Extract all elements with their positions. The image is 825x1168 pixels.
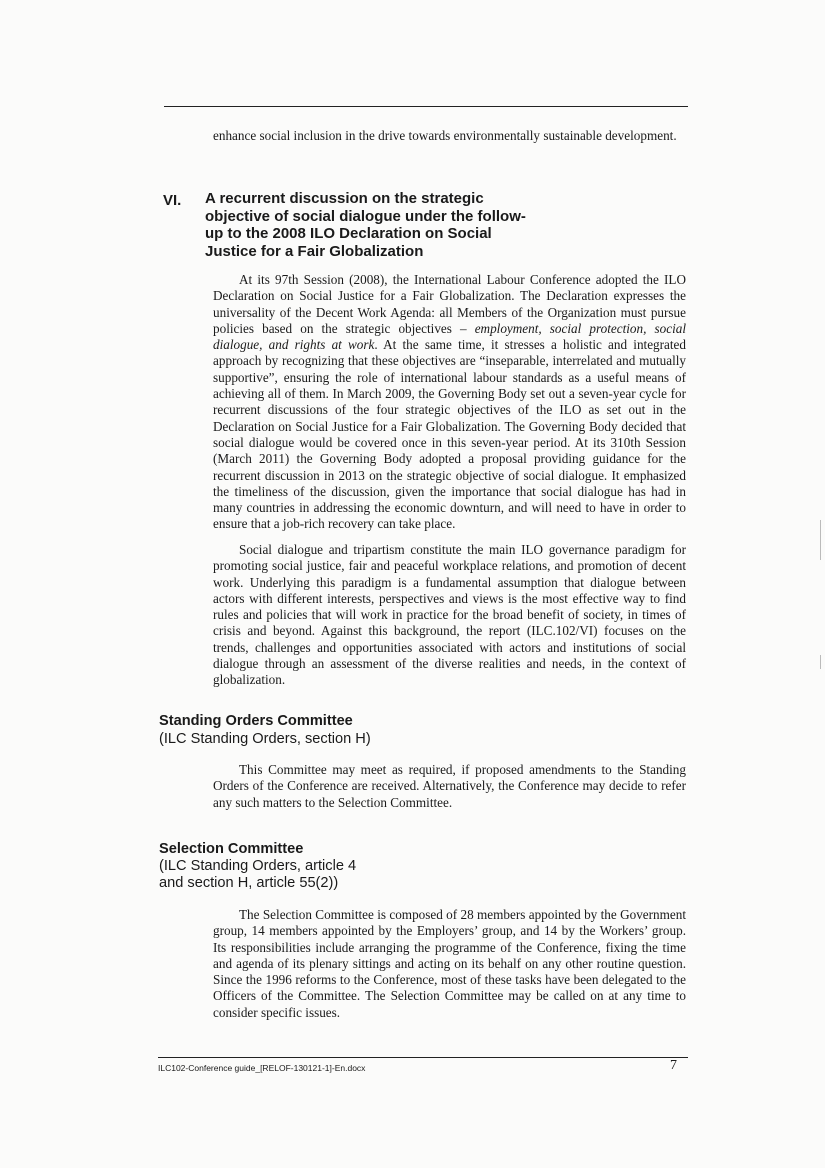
selection-subheading-line-1: (ILC Standing Orders, article 4 xyxy=(159,858,357,874)
selection-subheading-line-2: and section H, article 55(2)) xyxy=(159,875,339,891)
standing-orders-paragraph: This Committee may meet as required, if proposed amendments to the Standing Orders of the Conference are received. Alternatively, the Conference may decide to refer any such matters to the Selection Committee. xyxy=(213,762,686,810)
paragraph-1-end: . At the same time, it stresses a holistic and integrated approach by recognizing that these objectives are “inseparable, interrelated and mutually supportive”, ensuring the role of international labour standards as a useful means of achieving all of them. In March 2009, the Governing Body set out a seven-year cycle for recurrent discussions of the four strategic objectives of the ILO as set out in the Declaration on Social Justice for a Fair Globalization. The Governing Body decided that social dialogue would be covered once in this seven-year period. At its 310th Session (March 2011) the Governing Body adopted a proposal providing guidance for the recurrent discussion in 2013 on the strategic objective of social dialogue. It emphasized the timeliness of the discussion, given the importance that social dialogue has had in many countries in addressing the economic downturn, and will need to have in order to ensure that a job-rich recovery can take place. xyxy=(213,337,687,532)
scan-edge-mark xyxy=(820,520,821,560)
intro-continuation-paragraph: enhance social inclusion in the drive towards environmentally sustainable development. xyxy=(213,128,677,143)
paragraph-1-start: At its 97th Session (2008), the International Labour Conference adopted the ILO Declaration on Social Justice for a Fair Globalization. The Declaration expresses the universality of the Decent Work Agenda: all Members of the Organization must pursue policies based on the strategic objectives – xyxy=(213,272,686,336)
page-number: 7 xyxy=(670,1058,677,1073)
scan-edge-mark xyxy=(820,655,821,669)
selection-committee-heading: Selection Committee xyxy=(159,841,304,857)
footer-document-reference: ILC102-Conference guide_[RELOF-130121-1]-En.docx xyxy=(158,1063,366,1073)
header-rule xyxy=(164,106,688,107)
selection-committee-subheading xyxy=(159,858,579,892)
standing-orders-heading: Standing Orders Committee xyxy=(159,713,353,729)
standing-orders-subheading: (ILC Standing Orders, section H) xyxy=(159,731,371,747)
section-paragraph-1 xyxy=(213,272,686,533)
section-paragraph-2: Social dialogue and tripartism constitute the main ILO governance paradigm for promoting social justice, fair and peaceful workplace relations, and promotion of decent work. Underlying this paradigm is a fundamental assumption that dialogue between actors with different interests, perspectives and views is the most effective way to find rules and policies that will work in practice for the broad benefit of society, in times of crisis and beyond. Against this background, the report (ILC.102/VI) focuses on the trends, challenges and opportunities associated with actors and institutions of social dialogue through an assessment of the diverse realities and needs, in the context of globalization. xyxy=(213,542,686,688)
selection-committee-paragraph: The Selection Committee is composed of 28 members appointed by the Government group, 14 members appointed by the Employers’ group, and 14 by the Workers’ group. Its responsibilities include arranging the programme of the Conference, fixing the time and agenda of its plenary sittings and acting on its behalf on any other routine question. Since the 1996 reforms to the Conference, most of these tasks have been delegated to the Officers of the Committee. The Selection Committee may be called on at any time to consider specific issues. xyxy=(213,907,686,1020)
strategic-objectives-emphasis: employment, social protection, social dialogue, and rights at work xyxy=(213,320,686,353)
section-number: VI. xyxy=(163,192,182,209)
footer-rule xyxy=(158,1057,688,1058)
section-title: A recurrent discussion on the strategic objective of social dialogue under the follow-up to the 2008 ILO Declaration on Social Justice for a Fair Globalization xyxy=(205,190,526,260)
